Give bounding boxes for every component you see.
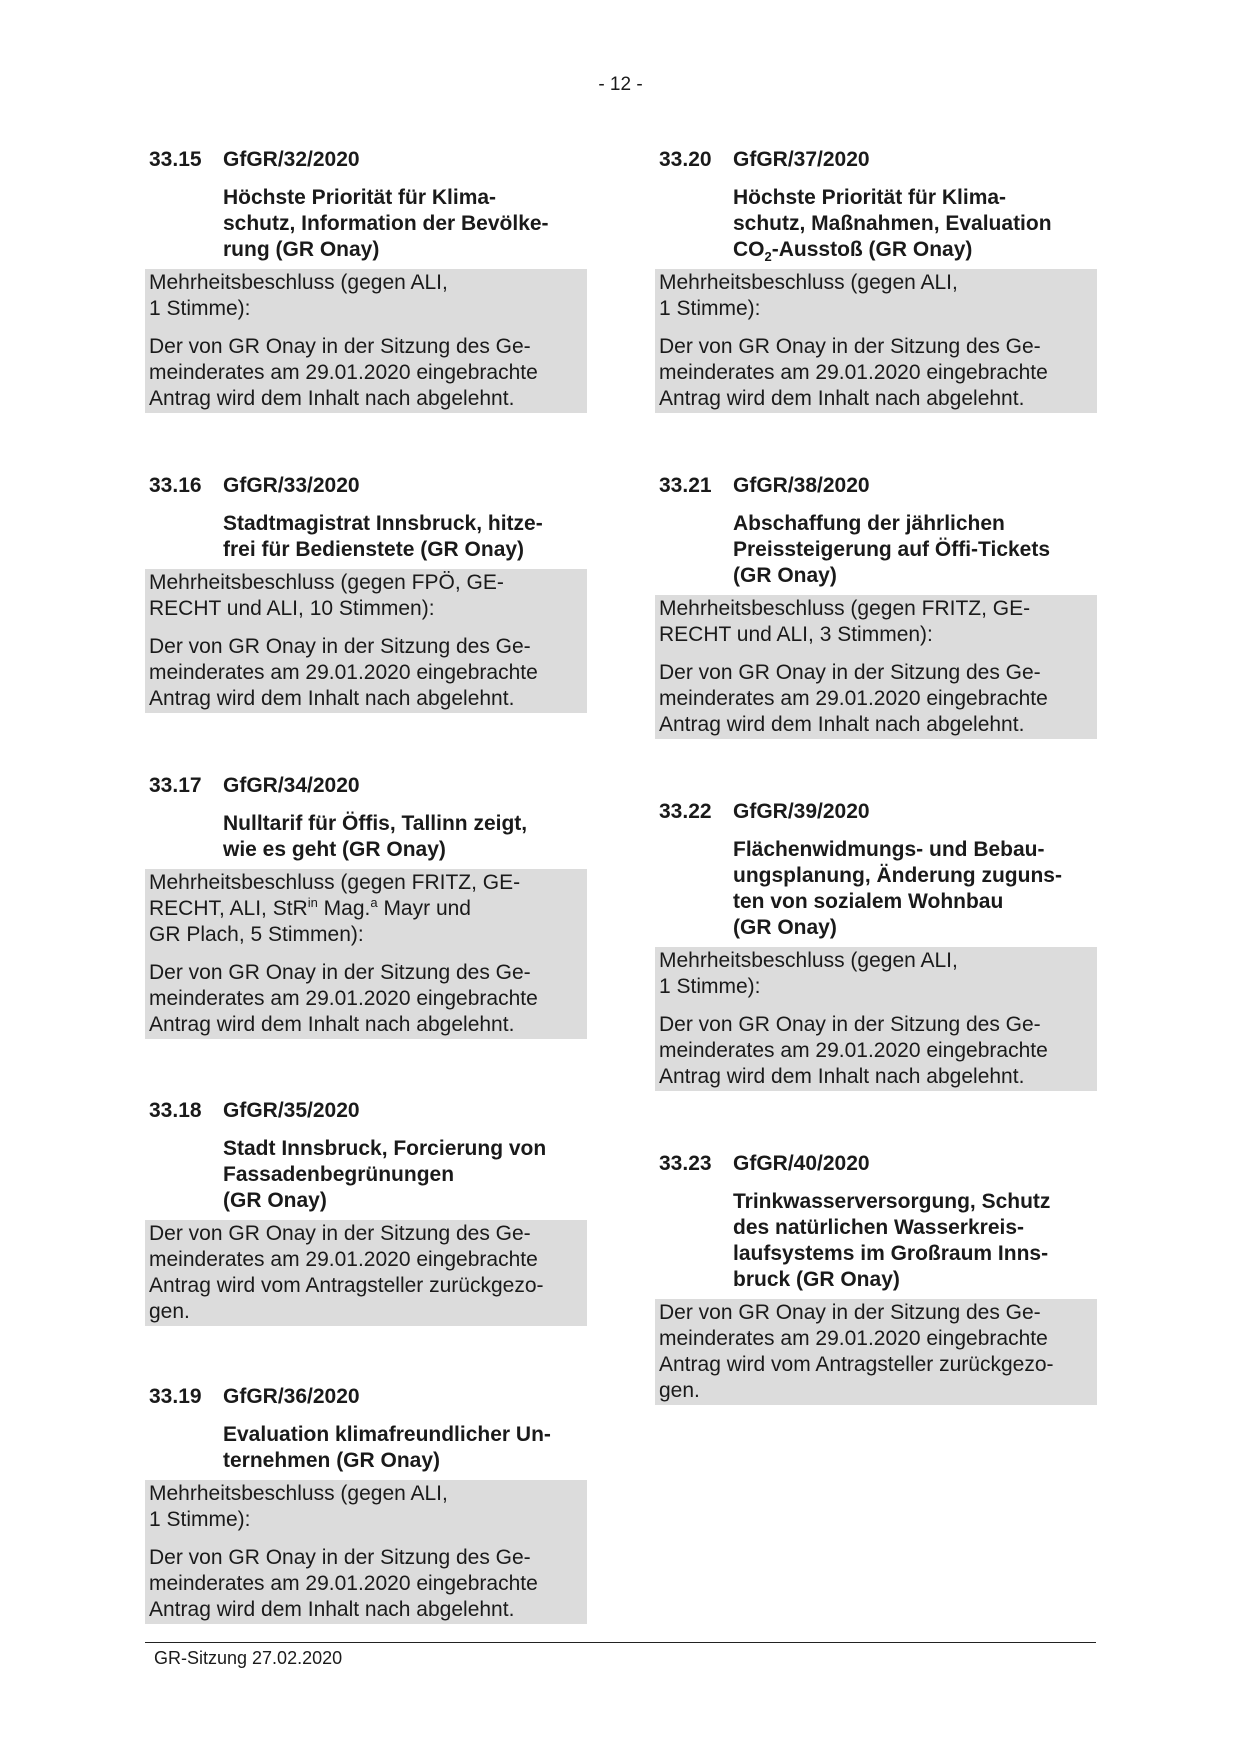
vote-line: Mehrheitsbeschluss (gegen ALI, [149, 271, 448, 294]
title-line [733, 237, 1097, 263]
title-line: (GR Onay) [223, 1189, 327, 1212]
title-line: ungsplanung, Änderung zuguns- [733, 864, 1062, 887]
agenda-item-33-19 [145, 1384, 587, 1624]
item-number: 33.23 [659, 1152, 712, 1175]
result-line: Antrag wird dem Inhalt nach abgelehnt. [149, 1013, 515, 1036]
item-title [655, 185, 1097, 263]
vote-line: Mehrheitsbeschluss (gegen ALI, [659, 949, 958, 972]
resolution-box [655, 947, 1097, 1091]
result-line: Der von GR Onay in der Sitzung des Ge- [659, 661, 1041, 684]
title-line: Höchste Priorität für Klima- [733, 186, 1007, 209]
item-number: 33.21 [659, 474, 712, 497]
title-line: (GR Onay) [733, 916, 837, 939]
title-line: Trinkwasserversorgung, Schutz [733, 1190, 1051, 1213]
vote-line: 1 Stimme): [149, 1508, 251, 1531]
title-line: Evaluation klimafreundlicher Un- [223, 1423, 551, 1446]
result-line: meinderates am 29.01.2020 eingebrachte [149, 361, 538, 384]
title-text: CO [733, 238, 765, 261]
result-line: Der von GR Onay in der Sitzung des Ge- [659, 335, 1041, 358]
result-line: meinderates am 29.01.2020 eingebrachte [659, 1039, 1048, 1062]
agenda-item-33-17 [145, 773, 587, 1039]
vote-superscript: in [307, 895, 318, 910]
item-title [145, 1422, 587, 1474]
vote-line: RECHT und ALI, 10 Stimmen): [149, 597, 435, 620]
result-line: Antrag wird dem Inhalt nach abgelehnt. [659, 1065, 1025, 1088]
vote-line: 1 Stimme): [659, 975, 761, 998]
item-code: GfGR/33/2020 [223, 474, 360, 497]
result-line: meinderates am 29.01.2020 eingebrachte [659, 361, 1048, 384]
title-line: des natürlichen Wasserkreis- [733, 1216, 1025, 1239]
item-code: GfGR/36/2020 [223, 1385, 360, 1408]
result-line: Der von GR Onay in der Sitzung des Ge- [659, 1013, 1041, 1036]
result-line: Der von GR Onay in der Sitzung des Ge- [149, 635, 531, 658]
resolution-box [145, 269, 587, 413]
title-line: rung (GR Onay) [223, 238, 380, 261]
item-number: 33.15 [149, 148, 202, 171]
agenda-item-33-23 [655, 1151, 1097, 1405]
title-line: laufsystems im Großraum Inns- [733, 1242, 1049, 1265]
vote-superscript: a [370, 895, 378, 910]
vote-line: Mehrheitsbeschluss (gegen ALI, [149, 1482, 448, 1505]
vote-line: RECHT und ALI, 3 Stimmen): [659, 623, 933, 646]
item-header [655, 147, 1097, 173]
result-line: Der von GR Onay in der Sitzung des Ge- [149, 961, 531, 984]
result-line: Antrag wird dem Inhalt nach abgelehnt. [149, 687, 515, 710]
result-line: Antrag wird dem Inhalt nach abgelehnt. [659, 387, 1025, 410]
item-title [145, 185, 587, 263]
item-code: GfGR/39/2020 [733, 800, 870, 823]
agenda-item-33-18 [145, 1098, 587, 1326]
resolution-box [655, 1299, 1097, 1405]
resolution-box [145, 869, 587, 1039]
item-number: 33.20 [659, 148, 712, 171]
result-line: Der von GR Onay in der Sitzung des Ge- [149, 1222, 531, 1245]
vote-line: 1 Stimme): [149, 297, 251, 320]
title-line: schutz, Maßnahmen, Evaluation [733, 212, 1052, 235]
agenda-item-33-20 [655, 147, 1097, 413]
title-line: Stadt Innsbruck, Forcierung von [223, 1137, 547, 1160]
agenda-item-33-21 [655, 473, 1097, 739]
item-number: 33.19 [149, 1385, 202, 1408]
title-line: ternehmen (GR Onay) [223, 1449, 441, 1472]
title-line: bruck (GR Onay) [733, 1268, 900, 1291]
agenda-item-33-22 [655, 799, 1097, 1091]
result-line: meinderates am 29.01.2020 eingebrachte [659, 1327, 1048, 1350]
result-line: Antrag wird vom Antragsteller zurückgezo- [149, 1274, 544, 1297]
vote-text: Mag. [317, 897, 371, 920]
item-number: 33.17 [149, 774, 202, 797]
title-subscript: 2 [764, 249, 772, 265]
item-header [145, 1098, 587, 1124]
item-title [145, 511, 587, 563]
resolution-box [145, 1220, 587, 1326]
title-line: ten von sozialem Wohnbau [733, 890, 1004, 913]
result-line: gen. [659, 1379, 700, 1402]
item-title [655, 1189, 1097, 1293]
vote-line [149, 896, 583, 922]
item-code: GfGR/32/2020 [223, 148, 360, 171]
vote-line: Mehrheitsbeschluss (gegen FRITZ, GE- [149, 871, 521, 894]
item-code: GfGR/37/2020 [733, 148, 870, 171]
result-line: gen. [149, 1300, 190, 1323]
item-header [655, 473, 1097, 499]
item-code: GfGR/38/2020 [733, 474, 870, 497]
title-line: Stadtmagistrat Innsbruck, hitze- [223, 512, 543, 535]
title-line: Höchste Priorität für Klima- [223, 186, 497, 209]
title-line: (GR Onay) [733, 564, 837, 587]
title-line: schutz, Information der Bevölke- [223, 212, 549, 235]
resolution-box [655, 595, 1097, 739]
item-header [655, 1151, 1097, 1177]
result-line: meinderates am 29.01.2020 eingebrachte [149, 987, 538, 1010]
result-line: Der von GR Onay in der Sitzung des Ge- [149, 1546, 531, 1569]
title-line: Preissteigerung auf Öffi-Tickets [733, 538, 1051, 561]
result-line: meinderates am 29.01.2020 eingebrachte [149, 1572, 538, 1595]
result-line: meinderates am 29.01.2020 eingebrachte [659, 687, 1048, 710]
vote-line: 1 Stimme): [659, 297, 761, 320]
page-number: - 12 - [598, 74, 643, 95]
item-code: GfGR/35/2020 [223, 1099, 360, 1122]
vote-line: GR Plach, 5 Stimmen): [149, 923, 364, 946]
item-header [145, 473, 587, 499]
resolution-box [145, 1480, 587, 1624]
title-line: Flächenwidmungs- und Bebau- [733, 838, 1045, 861]
title-line: frei für Bedienstete (GR Onay) [223, 538, 525, 561]
item-number: 33.22 [659, 800, 712, 823]
item-title [145, 811, 587, 863]
item-number: 33.18 [149, 1099, 202, 1122]
title-line: Fassadenbegrünungen [223, 1163, 455, 1186]
resolution-box [145, 569, 587, 713]
item-title [655, 837, 1097, 941]
title-line: Nulltarif für Öffis, Tallinn zeigt, [223, 812, 528, 835]
result-line: meinderates am 29.01.2020 eingebrachte [149, 661, 538, 684]
item-code: GfGR/34/2020 [223, 774, 360, 797]
resolution-box [655, 269, 1097, 413]
agenda-item-33-16 [145, 473, 587, 713]
item-number: 33.16 [149, 474, 202, 497]
result-line: Der von GR Onay in der Sitzung des Ge- [659, 1301, 1041, 1324]
result-line: meinderates am 29.01.2020 eingebrachte [149, 1248, 538, 1271]
vote-line: Mehrheitsbeschluss (gegen FPÖ, GE- [149, 571, 504, 594]
agenda-item-33-15 [145, 147, 587, 413]
vote-text: Mayr und [377, 897, 471, 920]
title-text: -Ausstoß (GR Onay) [771, 238, 973, 261]
item-header [145, 147, 587, 173]
result-line: Antrag wird dem Inhalt nach abgelehnt. [149, 387, 515, 410]
result-line: Antrag wird dem Inhalt nach abgelehnt. [659, 713, 1025, 736]
title-line: Abschaffung der jährlichen [733, 512, 1005, 535]
item-code: GfGR/40/2020 [733, 1152, 870, 1175]
result-line: Antrag wird dem Inhalt nach abgelehnt. [149, 1598, 515, 1621]
vote-text: RECHT, ALI, StR [149, 897, 308, 920]
item-header [655, 799, 1097, 825]
item-header [145, 1384, 587, 1410]
footer-divider [145, 1642, 1096, 1643]
vote-line: Mehrheitsbeschluss (gegen FRITZ, GE- [659, 597, 1031, 620]
item-title [145, 1136, 587, 1214]
item-title [655, 511, 1097, 589]
result-line: Der von GR Onay in der Sitzung des Ge- [149, 335, 531, 358]
title-line: wie es geht (GR Onay) [223, 838, 446, 861]
footer-text: GR-Sitzung 27.02.2020 [154, 1648, 343, 1668]
vote-line: Mehrheitsbeschluss (gegen ALI, [659, 271, 958, 294]
item-header [145, 773, 587, 799]
result-line: Antrag wird vom Antragsteller zurückgezo- [659, 1353, 1054, 1376]
